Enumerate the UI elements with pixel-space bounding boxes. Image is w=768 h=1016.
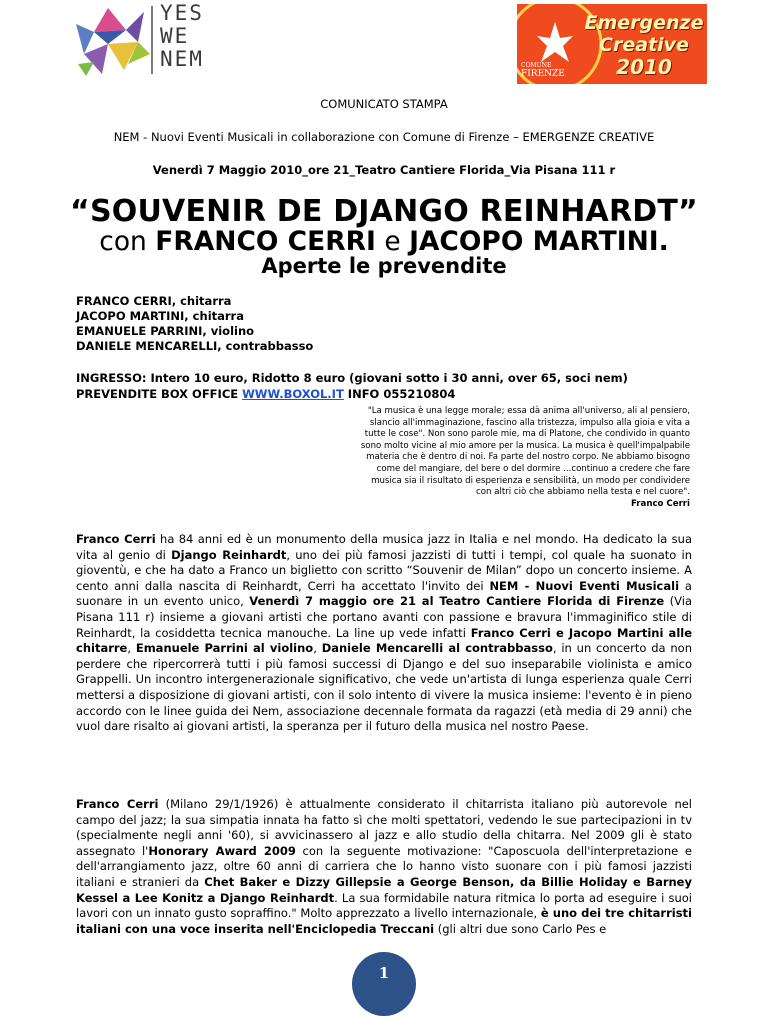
plato-quote	[290, 406, 690, 510]
logo-yes-text: YES	[160, 1, 204, 25]
yes-we-nem-logo	[68, 2, 218, 78]
text-run: ,	[127, 641, 136, 656]
quote-line: slancio all'immaginazione, fascino alla tristezza, impulso alla gioia e vita a	[369, 417, 690, 428]
body-paragraph-1	[76, 532, 692, 735]
quote-line: come del mangiare, del bere o del dormire ...continuo a credere che fare	[376, 463, 690, 474]
lineup-item: EMANUELE PARRINI, violino	[76, 324, 255, 338]
logo-emergenze-text: Emergenze	[584, 12, 704, 34]
text-run: , in un concerto da non perdere che ripercorrerà tutti i più famosi successi di Django e del suo inseparabile violinista e amico Grappelli. Un incontro intergenerazionale significativo, che vede un'artista di lunga esperienza quale Cerri mettersi a disposizione di giovani artisti, con il solo intento di vivere la musica insieme: l'evento è in pieno accordo con le linee guida dei Nem, associazione decennale formata da ragazzi (età media di 29 anni) che vuol dare risalto ai giovani artisti, la speranza per il futuro della musica nel nostro Paese.	[76, 641, 692, 734]
fleur-de-lis-icon	[537, 22, 573, 62]
body-paragraph-2	[76, 797, 692, 937]
lineup-item: JACOPO MARTINI, chitarra	[76, 309, 244, 323]
quote-author: Franco Cerri	[630, 498, 690, 509]
bold-run: è uno dei tre chitarristi italiani con una voce inserita nell'Enciclopedia Treccani	[76, 906, 692, 936]
boxol-link[interactable]: WWW.BOXOL.IT	[242, 387, 344, 401]
ticket-info-text: INGRESSO: Intero 10 euro, Ridotto 8 euro (giovani sotto i 30 anni, over 65, soci nem) PREVENDITE BOX OFFICE	[76, 371, 628, 401]
quote-line: tutte le cose". Non sono parole mie, ma di Platone, che condivido in quanto	[364, 429, 690, 440]
lineup-item: DANIELE MENCARELLI, contrabbasso	[76, 339, 314, 353]
text-run: , uno dei più famosi jazzisti di tutti i tempi, col quale ha suonato in gioventù, e che ha dato a Franco un biglietto con scritto “Souvenir de Milan” dopo un concerto insieme. A cento anni dalla nascita di Reinhardt, Cerri ha accettato l'invito dei	[76, 547, 693, 593]
ticket-info-phone: INFO 055210804	[343, 387, 456, 401]
page-number-badge: 1	[352, 952, 416, 1016]
logo-creative-text: Creative	[599, 34, 689, 56]
lineup-list	[76, 294, 313, 354]
title-e: e	[375, 226, 410, 257]
logo-year-text: 2010	[616, 55, 672, 79]
text-run: ha 84 anni ed è un monumento della musica jazz in Italia e nel mondo. Ha dedicato la sua vita al genio di	[76, 532, 693, 562]
title-con: con	[99, 226, 156, 257]
text-run: (Via Pisana 111 r) insieme a giovani artisti che portano avanti con passione e bravura l'immaginifico stile di Reinhardt, la cosiddetta tecnica manouche. La line up vede infatti	[76, 594, 693, 640]
logo-we-text: WE	[160, 24, 190, 48]
main-title: “SOUVENIR DE DJANGO REINHARDT”	[70, 194, 698, 229]
title-franco-cerri: FRANCO CERRI	[155, 226, 376, 257]
bold-run: Django Reinhardt	[171, 547, 287, 562]
subtitle-line: NEM - Nuovi Eventi Musicali in collaborazione con Comune di Firenze – EMERGENZE CREATIVE	[113, 130, 655, 144]
logo-nem-text: NEM	[160, 47, 204, 71]
quote-line: "La musica è una legge morale; essa dà anima all'universo, ali al pensiero,	[367, 406, 690, 416]
bold-run: NEM - Nuovi Eventi Musicali	[489, 578, 680, 593]
bold-run: Chet Baker e Dizzy Gillepsie a George Benson, da Billie Holiday e Barney Kessel a Lee Konitz a Django Reinhardt	[76, 874, 692, 905]
title-jacopo-martini: JACOPO MARTINI.	[409, 226, 669, 257]
bold-run: Franco Cerri e Jacopo Martini alle chitarre	[76, 625, 692, 656]
bold-run: Venerdì 7 maggio ore 21 al Teatro Cantiere Florida di Firenze	[249, 594, 665, 609]
title-artists	[0, 226, 768, 257]
quote-line: sono molto vicine al mio amore per la musica. La musica è quell'impalpabile	[360, 440, 690, 451]
bold-run: Franco Cerri	[76, 532, 156, 546]
quote-line: con altri ciò che abbiamo nella testa e nel cuore".	[476, 487, 690, 498]
ticket-info	[76, 370, 696, 402]
text-run: (Milano 29/1/1926) è attualmente considerato il chitarrista italiano più autorevole nel campo del jazz; la sua simpatia innata ha fatto sì che molti spettatori, vedendo le sue partecipazioni in tv (specialmente negli anni '60), si avvicinassero al jazz e allo studio della chitarra. Nel 2009 gli è stato assegnato l'	[76, 797, 692, 858]
text-run: (gli altri due sono Carlo Pes e	[434, 921, 607, 936]
logo-comune-text: COMUNE	[521, 62, 552, 69]
press-release-label: COMUNICATO STAMPA	[320, 97, 448, 111]
event-date-line: Venerdì 7 Maggio 2010_ore 21_Teatro Cantiere Florida_Via Pisana 111 r	[152, 163, 616, 177]
text-run: con la seguente motivazione: "Caposcuola dell'interpretazione e dell'arrangiamento jazz, oltre 60 anni di carriera che lo hanno visto suonare con i più famosi jazzisti italiani e stranieri da	[76, 843, 692, 889]
bold-run: Honorary Award 2009	[148, 843, 296, 858]
quote-line: materia che è dentro di noi. Fa parte del nostro corpo. Ne abbiamo bisogno	[366, 452, 690, 463]
quote-line: musica sia il risultato di esperienza e sensibilità, un modo per condividere	[371, 475, 690, 486]
logo-firenze-text: FIRENZE	[521, 69, 565, 79]
text-run: . La sua formidabile natura ritmica lo porta ad eseguire i suoi lavori con un innato gusto sopraffino." Molto apprezzato a livello internazionale,	[76, 890, 692, 921]
lineup-item: FRANCO CERRI, chitarra	[76, 294, 232, 308]
emergenze-creative-logo	[517, 4, 707, 84]
presale-heading: Aperte le prevendite	[261, 254, 507, 278]
bold-run: Daniele Mencarelli al contrabbasso	[321, 641, 553, 656]
text-run: ,	[313, 641, 322, 656]
bold-run: Franco Cerri	[76, 797, 159, 811]
text-run: a suonare in un evento unico,	[76, 578, 692, 609]
bold-run: Emanuele Parrini al violino	[135, 641, 314, 656]
